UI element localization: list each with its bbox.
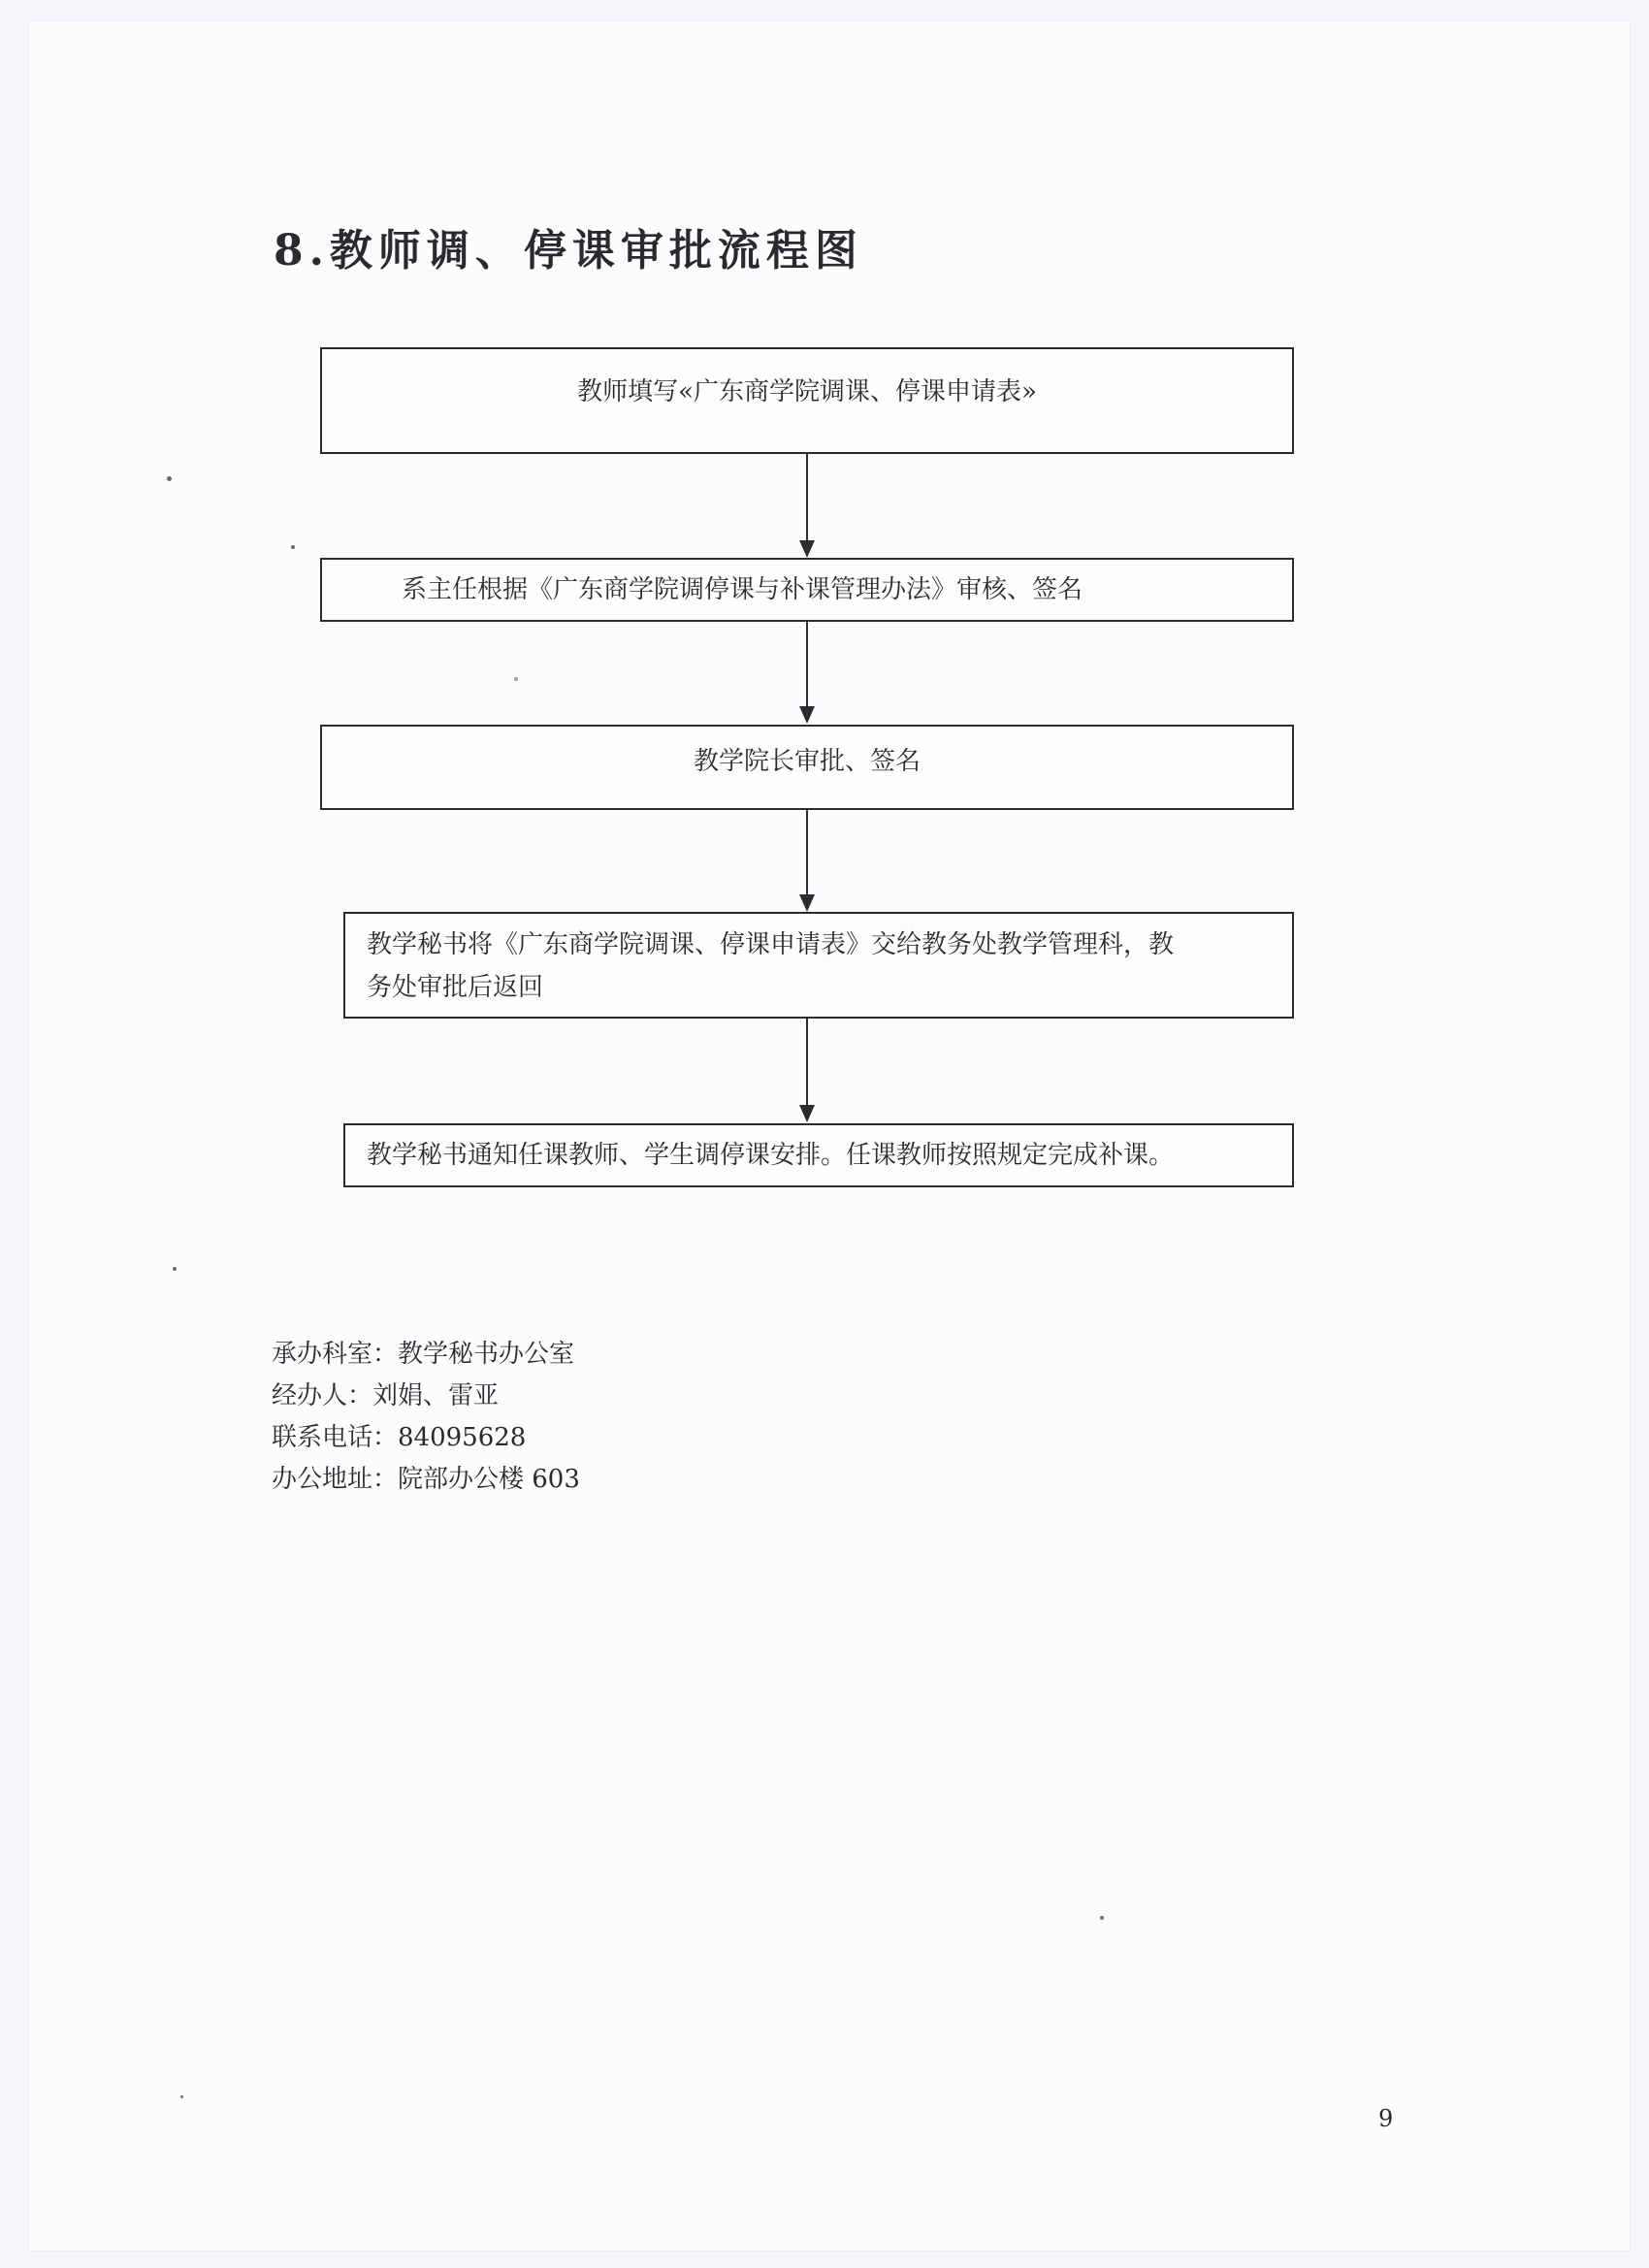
- page-title: 8.教师调、停课审批流程图: [274, 226, 863, 275]
- address-line: 办公地址：院部办公楼 603: [272, 1465, 580, 1494]
- flow-step-1: [320, 347, 1294, 454]
- flow-step-3-text: 教学院长审批、签名: [693, 747, 921, 776]
- contact-info: [272, 1334, 580, 1501]
- flow-step-5-text: 教学秘书通知任课教师、学生调停课安排。任课教师按照规定完成补课。: [367, 1141, 1175, 1170]
- flow-step-3: [320, 725, 1294, 810]
- page-number: 9: [1378, 2105, 1394, 2132]
- office-line: 承办科室：教学秘书办公室: [272, 1340, 575, 1369]
- flow-arrow-2: [797, 622, 817, 725]
- flow-step-2-text: 系主任根据《广东商学院调停课与补课管理办法》审核、签名: [402, 575, 1083, 604]
- handlers-line: 经办人：刘娟、雷亚: [272, 1381, 500, 1410]
- scan-speck: [1100, 1916, 1104, 1920]
- scan-speck: [514, 677, 518, 681]
- flow-step-4: [343, 912, 1294, 1019]
- flow-step-4-line-1: 教学秘书将《广东商学院调课、停课申请表》交给教务处教学管理科，教: [367, 930, 1175, 959]
- scan-speck: [291, 545, 295, 549]
- flow-step-2: [320, 558, 1294, 622]
- scan-speck: [180, 2095, 183, 2098]
- flow-arrow-3: [797, 810, 817, 912]
- scan-speck: [173, 1267, 177, 1271]
- scan-speck: [167, 476, 172, 481]
- flow-step-5: [343, 1123, 1294, 1187]
- flow-step-1-text: 教师填写«广东商学院调课、停课申请表»: [577, 377, 1037, 406]
- flow-step-4-line-2: 务处审批后返回: [367, 973, 544, 1002]
- flow-arrow-4: [797, 1019, 817, 1123]
- phone-line: 联系电话：84095628: [272, 1423, 527, 1452]
- flow-arrow-1: [797, 454, 817, 558]
